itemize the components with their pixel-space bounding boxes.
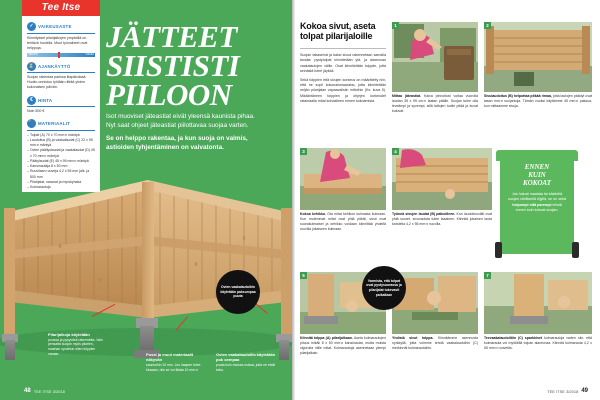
list-item: – Ruuvilaan ruuveja 4,2 x 55 mm jalk. ja 800 mm — [27, 169, 95, 180]
list-item: – Tolpat (A) 70 x 70 mm:n mäntyä — [27, 133, 95, 138]
bin-text-a: Jos haluat maalata tai käsitellä suojan värillisellä öljyllä, se on sekä — [508, 192, 567, 202]
fact-body-price: Noin 500 € — [27, 109, 45, 114]
photo-side-boards — [484, 22, 592, 92]
headline-line-3: PIILOON — [106, 77, 232, 113]
hourglass-icon: ⏳ — [28, 62, 35, 69]
bin-text-c: tehdä ennen kuin kokoat suojan. — [515, 202, 562, 213]
step-caption-text: Kun laudoitusvälit ovat yhtä suuret, sivuvaoista tulee tasainen. Kiinnitä jokainen lauta kahdella 4,2 x 55 mm:n ruuvilla. — [392, 212, 492, 227]
callout-pilarijalat — [48, 332, 106, 357]
left-page — [0, 0, 292, 400]
badge-text: Ovien vaakalautoihin käytetään paksumpaa puuta — [220, 285, 256, 299]
step-caption — [392, 336, 478, 351]
step-3 — [300, 148, 386, 232]
list-item: – Päätylaudat (E) 45 x 95 mm:n mäntyä — [27, 159, 95, 164]
step-caption-title: Mittaa jäteastiat. — [392, 94, 422, 98]
fact-body-time: Suojan rakentaa parissa iltapäivässä. Huolto onnistuu työlään riittää yhden kokonaisen päivän. — [27, 75, 87, 90]
callout-pussi — [146, 352, 202, 372]
photo-corner-brackets — [484, 272, 592, 334]
section-heading-line-2: tolpat pilarijaloille — [300, 30, 373, 41]
intro-bold-1: Se on helppo rakentaa, ja kun suoja on valmis, — [106, 134, 248, 142]
hammer-icon: 🔨 — [28, 120, 35, 127]
page-number-right — [547, 388, 588, 394]
step-number: 5 — [300, 272, 307, 279]
fact-section-materials — [27, 119, 95, 128]
badge-note-2 — [362, 266, 406, 310]
bin-callout-title — [506, 164, 568, 187]
step-caption-title: Kiinnitä tolppa (A) pilarijalkaan. — [300, 336, 353, 340]
list-item: – Kulmarautoja — [27, 185, 95, 190]
step-caption-title: Teevaakalaudoiltiin (C) sparkkiset — [484, 336, 543, 340]
bin-title-line-1: ENNEN — [524, 163, 550, 171]
bin-callout-text — [508, 192, 566, 213]
step-caption-text: Kiinnitämme asennusta nyrkkyllä, jotta voimme tehdä vaakalaudoihin (C) merkinnät kulmarautoihin. — [392, 336, 478, 351]
fact-title-difficulty: VAIKEUSASTE — [38, 24, 72, 29]
photo-sliding-boards — [392, 148, 492, 210]
step-caption-text: Kaiva pinnoitust voitaa vuorolla laudan 35 x 95 cm:n laatan päälle. Suojan tulee olla leveämpi ja syvempi, sillä lattojen tuolle pitää ja kuvat kuluvat. — [392, 94, 478, 114]
step-caption-title: Yhdistä sivut tolppa. — [392, 336, 434, 340]
callout-body: puussa ja pysyvästi rakennetta. Vain pensaita suojan myös pilarien, maahan upotetun siten tolppien varaan. — [48, 337, 103, 356]
divider — [27, 33, 95, 34]
body-paragraph-1: Suojan takaseinä ja kaksi sivua rakennetaan samalla tavalla: pystytolpat kiinnitetään ylä- ja alareunan vaakalautojen väliin. Osat kiinnitetään tolppiin, jotta seinästä tulee jäykkä. — [300, 53, 386, 74]
intro-line-2: Nyt saat ohjeet jäteastiat piilottavaa suojaa varten. — [106, 122, 249, 130]
step-number: 2 — [484, 22, 491, 29]
magazine-brand-tab[interactable]: Tee Itse — [22, 0, 100, 16]
step-caption-title: Kokoa kehikko. — [300, 212, 326, 216]
step-caption — [300, 336, 386, 356]
footer-text: TEE ITSE 3/2018 — [33, 388, 65, 394]
meter-label-hard: VAIKEA — [85, 52, 94, 56]
bin-title-line-3: KOKOAT — [522, 178, 551, 187]
headline-line-1: JÄTTEET — [106, 19, 237, 54]
step-number: 7 — [484, 272, 491, 279]
callout-title: Pussi ja muut materiaalit näkyvän — [146, 352, 194, 363]
badge-note-1 — [216, 270, 260, 314]
step-caption — [392, 94, 478, 114]
photo-measuring-bins — [392, 22, 478, 92]
callout-title: Ovien vaakalaudoilla käytetään pok oempaa — [216, 352, 276, 363]
intro-text — [106, 112, 282, 153]
divider — [27, 106, 95, 107]
list-item: – Kansinaulaja 8 x 50 mm — [27, 164, 95, 169]
list-item: – Laudoitus (B) ja vaakalaudat (C) 22 x 95 mm:n mäntyä — [27, 138, 95, 149]
step-number: 1 — [392, 22, 399, 29]
fact-section-price — [27, 96, 95, 105]
step-caption — [484, 94, 592, 109]
step-caption-text: Aseta kulmarautojen pituus mikäli 8 x 50 mm:n kansinaulat, mutta muista vigoroita niille mitat. Kulmarautoja asennetaan ylempi pilarijalkain. — [300, 336, 386, 356]
step-caption — [300, 212, 386, 232]
bin-callout — [494, 148, 580, 260]
fact-title-materials: MATERIAALIT — [38, 121, 71, 127]
divider — [27, 130, 95, 131]
divider — [27, 72, 95, 73]
page-number-value: 49 — [581, 388, 588, 394]
step-caption-text: jotta lautojen päädyt ovat tasan mm:n suojarkoja. Tämän vuoksi käytämme 45 mm:n paksua, kun mittaamme sivuja. — [484, 94, 592, 109]
intro-bold-2: astioiden tyhjentäminen on vaivatonta. — [106, 144, 224, 152]
footer-text: TEE ITSE 3/2018 — [547, 388, 579, 394]
meter-marker — [58, 52, 60, 58]
fact-body-difficulty: Kiinnitykset pilarijalkojen ympärillä on tehtävä huolella. Muut työvaiheet ovat helppoja. — [27, 35, 88, 50]
fact-box — [22, 16, 100, 192]
coin-icon: € — [27, 96, 36, 105]
clock-icon: ✓ — [27, 22, 36, 31]
bin-title-line-2: KUIN — [528, 170, 546, 179]
fact-title-price: HINTA — [38, 97, 53, 103]
intro-line-1: Isot muoviset jäteastiat eivät yleensä kaunista pihaa. — [106, 113, 255, 120]
step-7 — [484, 272, 592, 351]
step-caption-title: Työnnä sivujen laudat (B) paikoilleen. — [392, 212, 456, 216]
step-caption-text: kulmarautoja varten niin, että kulmarauta voi myötäillä tolpan alareunaa. Kiinnitä kulmarauta 4,2 x 55 mm:n ruuveilla. — [484, 336, 592, 351]
fact-title-time: AJANKÄYTTÖ — [38, 63, 71, 69]
callout-body: saumoihin 10 mm. Jos haapen tulee kiusaan, niin se voi tiltata 10 mm:n — [146, 362, 201, 372]
callout-ovien — [216, 352, 278, 372]
page-number-left — [24, 388, 65, 394]
badge-text: Varmista, että tolpat ovat pystysuorassa ja pilarijalat tukevasti paikallaan — [366, 278, 402, 297]
section-heading-line-1: Kokoa sivut, aseta — [300, 21, 376, 31]
body-paragraph-2: Sekä tolppien että sivujen korkeus on määrätelty niin, että ne sopii kokonaismaaraksi, jotta kiinnitetään neljän pilarijalan vapaavalisiin mittoihin (Ks. kuva 5). Mädäntäneen tolppien ja ohjejen korkeudet ratamaalla mitat kohdalleen ennen kokoamista. — [300, 77, 386, 104]
step-caption-text: Ota mitat kehikon kulmasta kulmaan. Kun molemmat mitat ovat yhtä pitkät, sivut ovat suorakulmaiset ja kehikko voidaan kiinnittää yhdellä ruuvilla jokaiseen kulmaan. — [300, 212, 386, 232]
step-caption-title: Sivulaudoitus (B) helpottaa pitkää rimaa, — [484, 94, 552, 98]
step-4 — [392, 148, 492, 227]
callout-body: puuta kuin muissa osissa, jotta ne eivät taivu. — [216, 362, 275, 372]
meter-label-easy: HELPPO — [28, 52, 38, 56]
bin-wheel-right-icon — [572, 242, 579, 258]
photo-frame-assembly — [300, 148, 386, 210]
materials-list — [27, 133, 95, 191]
list-item: – Pilarijalat, saranat ja myrskyhaka — [27, 180, 95, 185]
step-2 — [484, 22, 592, 109]
step-caption — [484, 336, 592, 351]
bin-text-bold: helpompi että parempi — [512, 202, 552, 207]
step-caption — [392, 212, 492, 227]
callout-title: Pilarijalkoja käytetään — [48, 332, 90, 337]
difficulty-meter — [27, 53, 95, 57]
fact-section-time — [27, 62, 95, 71]
page-title — [106, 19, 286, 113]
page-number-value: 48 — [24, 388, 31, 394]
list-item: – Ovien päällyslaudat ja vaakalaudat (D) 45 x 70 mm:n mäntyä — [27, 148, 95, 159]
fact-section-difficulty — [27, 22, 95, 31]
step-number: 3 — [300, 148, 307, 155]
headline-line-2: SIISTISTI — [106, 48, 240, 84]
step-1 — [392, 22, 478, 114]
step-number: 4 — [392, 148, 399, 155]
bin-wheel-left-icon — [495, 242, 502, 258]
